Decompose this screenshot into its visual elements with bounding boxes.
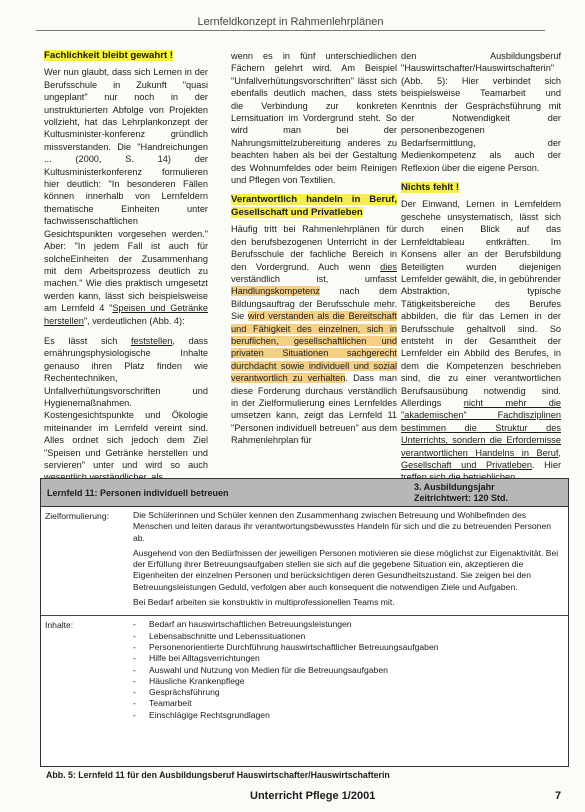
section-heading-nichts-fehlt: Nichts fehlt ! [401, 182, 460, 194]
list-item: - Personenorientierte Durchführung hauswirtschaftlicher Betreuungsaufgaben [133, 642, 562, 653]
footer-journal: Unterricht Pflege 1/2001 [250, 790, 376, 802]
figure-caption: Abb. 5: Lernfeld 11 für den Ausbildungsberuf Hauswirtschafter/Hauswirtschafterin [46, 770, 390, 780]
table-meta [414, 482, 508, 504]
paragraph: Häufig tritt bei Rahmenlehrplänen für den berufsbezogenen Unterricht in der Berufsschule der fachliche Bereich in den Vordergrund. Auch wenn dies verständlich ist, umfasst Handlungskompetenz nach dem Bildungsauftrag der Berufsschule mehr. Sie wird verstanden als die Bereitschaft und Fähigkeit des einzelnen, sich in beruflichen, gesellschaftlichen und privaten Situationen sachgerecht durchdacht sowie individuell und sozial verantwortlich zu verhalten. Dass man diese Forderung durchaus verständlich in der Zielformulierung eines Lernfeldes umsetzen kann, zeigt das Lernfeld 11 "Personen individuell betreuen" aus dem Rahmenlehrplan für [231, 224, 397, 446]
section-heading-verantwortlich: Verantwortlich handeln in Beruf, Gesellschaft und Privatleben [231, 194, 397, 218]
goal-text: Die Schülerinnen und Schüler kennen den Zusammenhang zwischen Betreuung und Wohlbefinden des Menschen und leiten daraus ihr verantwortungsbewusstes Handeln für sich und die zu betreuenden Personen ab. [133, 510, 552, 543]
paragraph: den Ausbildungsberuf "Hauswirtschafter/Hauswirtschafterin" (Abb. 5): Hier verbindet sich beispielsweise Teamarbeit und Kenntnis der Gesprächsführung mit der Notwendigkeit der personenbezogenen Bedarfsermittlung, der Medienkompetenz als auch der Reflexion über die eigene Person. [401, 51, 561, 173]
lernfeld-table [40, 478, 569, 767]
time-guideline: Zeitrichtwert: 120 Std. [413, 493, 508, 503]
paragraph: Wer nun glaubt, dass sich Lernen in der Berufsschule in Zukunft "quasi ungeplant" nur noch in der unstrukturierten Abfolge von Projekten vollzieht, hat das Lehrplankonzept der Kultusminister-konferenz gründlich missverstanden. Die "Handreichungen ... (2000, S. 14) der Kultusministerkonferenz formulieren hier deutlich: "In besonderen Fällen können innerhalb von Lernfeldern thematische Einheiten unter fachwissenschaftlichen Gesichtspunkten vorgesehen werden." Aber: "In jedem Fall ist auch für solcheEinheiten der Zusammenhang mit dem Arbeitsprozess deutlich zu machen." Wie dies praktisch umgesetzt werden kann, lässt sich beispielsweise am Lernfeld 4 "Speisen und Getränke herstellen", verdeutlichen (Abb. 4): [44, 67, 208, 326]
training-year: 3. Ausbildungsjahr [413, 482, 495, 492]
list-item: - Auswahl und Nutzung von Medien für die Betreuungsaufgaben [133, 665, 562, 676]
list-item: - Hilfe bei Alltagsverrichtungen [133, 653, 562, 664]
column-2 [231, 50, 397, 455]
goal-text: Ausgehend von den Bedürfnissen der jeweiligen Personen motivieren sie diese möglichst zur Eigenaktivität. Bei der Erfüllung ihrer Betreuungsaufgaben stellen sie sich auf die gegebene Situation ein, akzeptieren die Eigenheiten der einzelnen Personen und berücksichtigen deren Gesundheitszustand. Sie zeigen bei den Betreuungsleistungen Geduld, verfolgen aber auch konsequent die notwendigen Ziele und Aufgaben. [133, 547, 559, 592]
row-label: Zielformulierung: [45, 511, 109, 521]
table-header [41, 479, 568, 507]
goal-text: Bei Bedarf arbeiten sie konstruktiv in multiprofessionellen Teams mit. [133, 597, 395, 608]
row-label: Inhalte: [45, 620, 74, 631]
page-number: 7 [555, 790, 562, 802]
list-item: - Häusliche Krankenpflege [133, 676, 562, 687]
list-item: - Lebensabschnitte und Lebenssituationen [133, 631, 562, 642]
paragraph: Der Einwand, Lernen in Lernfeldern geschehe unsystematisch, lässt sich durch einen Blick auf das Lernfeldtableau entkräften. Im Konsens aller an der Berufsbildung Beteiligten wurden diejenigen Lernfelder gewählt, die, in gebührender Abstraktion, typische Tätigkeitsbereiche des Berufes abbilden, die für das Lernen in der Berufsschule gehaltvoll sind. So entsteht in der Gesamtheit der Lernfelder ein Abbild des Berufes, in dem die Kompetenzen beschrieben sind, die zu einer verantwortlichen Berufsausübung notwendig sind. Allerdings nicht mehr die "akademischen" Fachdisziplinen bestimmen die Struktur des Unterrichts, sondern die Erfordernisse verantwortlichen Handelns in Beruf, Gesellschaft und Privatleben. Hier [401, 199, 561, 470]
list-item: - Gesprächsführung [133, 687, 562, 698]
column-1 [44, 50, 208, 492]
paragraph: Es lässt sich feststellen, dass ernährungsphysiologische Inhalte genauso ihren Platz finden wie Rechentechniken, Unfallverhütungsvorschriften und Hygienemaßnahmen. Kostengesichtspunkte und Ökologie miteinander im Lernfeld vereint sind. Alles ordnet sich jedoch dem Ziel "Speisen und Getränke herstellen und servieren" unter und wird so auch [44, 335, 208, 470]
list-item: - Bedarf an hauswirtschaftlichen Betreuungsleistungen [133, 619, 562, 630]
table-row-zielformulierung [41, 507, 568, 616]
list-item: - Einschlägige Rechtsgrundlagen [133, 710, 562, 721]
running-header: Lernfeldkonzept in Rahmenlehrplänen [36, 16, 545, 31]
paragraph: wenn es in fünf unterschiedlichen Fächern gelehrt wird. Am Beispiel "Unfallverhütungsvorschriften" lässt sich ebenfalls deutlich machen, dass stets die Verbindung zur konkreten Lernsituation im Vordergrund steht. So wird man bei der Nahrungsmittelzubereitung anderes zu beachten haben als bei der Gestaltung des Wohnumfeldes oder beim Reinigen und Pflegen von Textilien. [231, 51, 397, 186]
list-item: - Teamarbeit [133, 698, 562, 709]
contents-list [133, 619, 562, 721]
table-title: Lernfeld 11: Personen individuell betreuen [47, 488, 229, 498]
column-3 [401, 50, 561, 492]
section-heading-fachlichkeit: Fachlichkeit bleibt gewahrt ! [44, 50, 174, 61]
table-row-inhalte [41, 616, 568, 724]
